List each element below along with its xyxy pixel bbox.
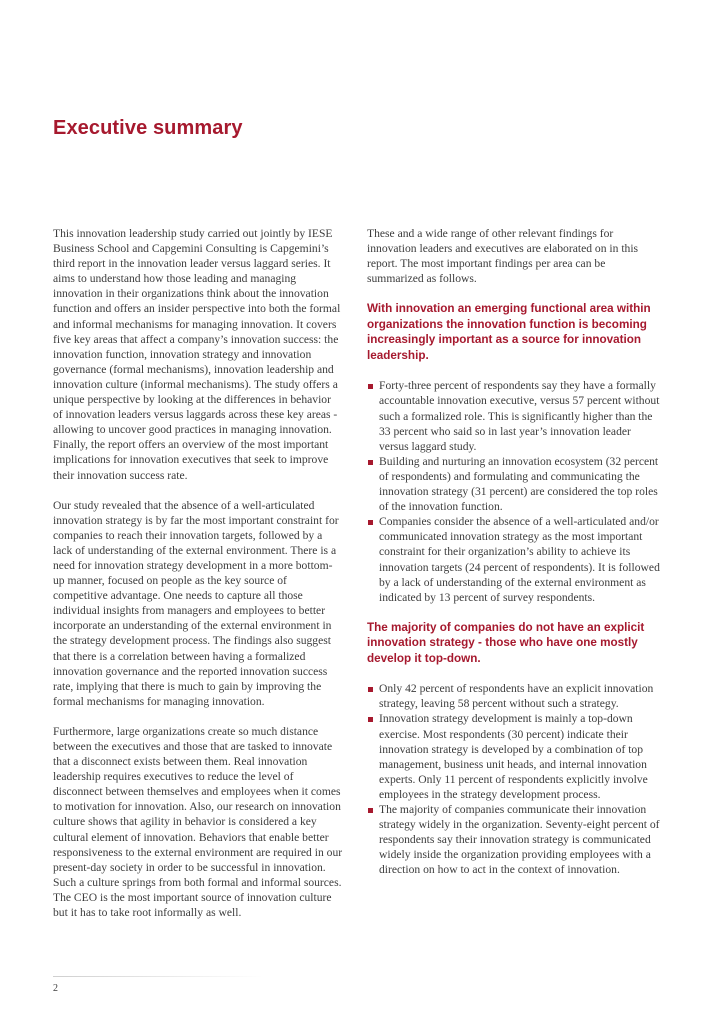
bullet-list-innovation-function bbox=[367, 378, 663, 604]
leadership-paragraph: Furthermore, large organizations create so much distance between the executives and those that are tasked to innovate that a disconnect exists between them. Real innovation leadership requires executives to reduce the level of disconnect between themselves and employees when it comes to motivation for innovation. Also, our research on innovation culture shows that agility in behavior is considered a key cultural element of innovation. Behaviors that enable better responsiveness to the external environment are required in our present-day society in order to be successful in innovation. Such a culture springs from both formal and informal sources. The CEO is the most important source of innovation culture but it has to take root informally as well. bbox=[53, 724, 343, 920]
findings-intro-paragraph: These and a wide range of other relevant findings for innovation leaders and executives are elaborated on in this report. The most important findings per area can be summarized as follows. bbox=[367, 227, 639, 286]
page-title: Executive summary bbox=[53, 117, 243, 139]
left-column bbox=[53, 226, 343, 935]
bullet-item: Innovation strategy development is mainly a top-down exercise. Most respondents (30 percent) indicate their innovation strategy is developed by a combination of top management, business unit heads, and internal innovation experts. Only 11 percent of respondents explicitly involve employees in the strategy development process. bbox=[367, 711, 663, 802]
section-heading-innovation-strategy: The majority of companies do not have an explicit innovation strategy - those who have one mostly develop it top-down. bbox=[367, 620, 645, 665]
page-number: 2 bbox=[53, 983, 58, 994]
bullet-item: Companies consider the absence of a well-articulated and/or communicated innovation strategy as the most important constraint for their organization’s ability to achieve its innovation targets (24 percent of respondents). It is followed by a lack of understanding of the external environment as indicated by 13 percent of survey respondents. bbox=[367, 514, 663, 605]
intro-paragraph: This innovation leadership study carried out jointly by IESE Business School and Capgemini Consulting is Capgemini’s third report in the innovation leader versus laggard series. It aims to understand how those leading and managing innovation in their organizations think about the innovation function and offers an insider perspective into both the formal and informal mechanisms for managing innovation. It covers five key areas that affect a company’s innovation success: the innovation function, innovation strategy and innovation governance (formal mechanisms), innovation leadership and innovation culture (informal mechanisms). The study offers a unique perspective by looking at the differences in behavior of innovation leaders versus laggards across these key areas - allowing to uncover good practices in managing innovation. Finally, the report offers an overview of the most important implications for innovation executives that seek to improve their innovation success rate. bbox=[53, 227, 341, 482]
strategy-paragraph: Our study revealed that the absence of a well-articulated innovation strategy is by far the most important constraint for companies to reach their innovation targets, followed by a lack of understanding of the external environment. There is a need for innovation strategy development in a more bottom-up manner, focused on people as the key source of competitive advantage. One needs to capture all those individual insights from managers and employees to better incorporate an understanding of the external environment in the strategy development process. The findings also suggest that there is a correlation between having a formalized innovation governance and the reported innovation success rate, implying that there is much to gain by improving the formal mechanisms for managing innovation. bbox=[53, 498, 339, 708]
footer-divider bbox=[53, 976, 263, 977]
bullet-item: Building and nurturing an innovation ecosystem (32 percent of respondents) and formulating and communicating the innovation strategy (31 percent) are considered the top roles of the innovation function. bbox=[367, 454, 663, 514]
section-heading-innovation-function: With innovation an emerging functional area within organizations the innovation function is becoming increasingly important as a source for innovation leadership. bbox=[367, 302, 651, 362]
bullet-list-innovation-strategy bbox=[367, 681, 663, 877]
right-column bbox=[367, 226, 663, 893]
bullet-item: The majority of companies communicate their innovation strategy widely in the organization. Seventy-eight percent of respondents say their innovation strategy is communicated widely inside the organization providing employees with a direction on how to act in the context of innovation. bbox=[367, 802, 663, 877]
bullet-item: Forty-three percent of respondents say they have a formally accountable innovation executive, versus 57 percent without such a formalized role. This is significantly higher than the 33 percent who said so in last year’s innovation leader versus laggard study. bbox=[367, 378, 663, 453]
bullet-item: Only 42 percent of respondents have an explicit innovation strategy, leaving 58 percent without such a strategy. bbox=[367, 681, 663, 711]
